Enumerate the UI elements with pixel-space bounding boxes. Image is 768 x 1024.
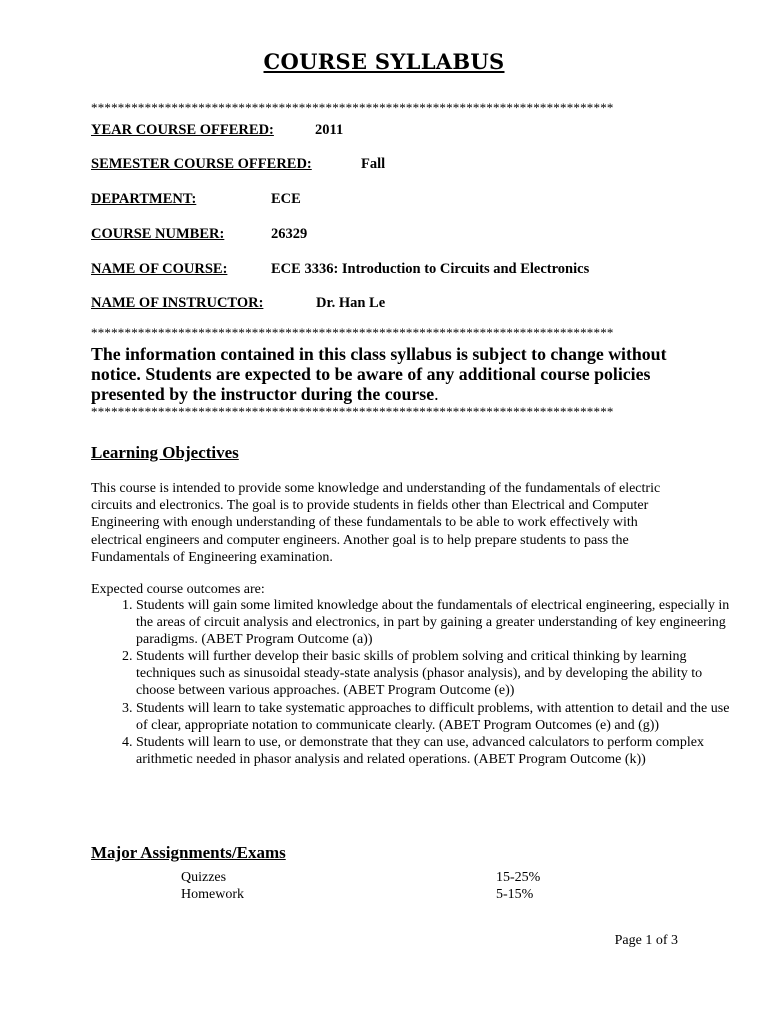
learning-objectives-heading: Learning Objectives (91, 443, 239, 462)
field-semester-value: Fall (361, 156, 386, 172)
field-label: NAME OF INSTRUCTOR: (91, 295, 264, 311)
list-item: 4. Students will learn to use, or demonstrate that they can use, advanced calculators to perform complex arithmetic needed in phasor analysis and related operations. (ABET Program Outcome (k)) (136, 734, 736, 768)
notice-period: . (434, 384, 439, 404)
separator-bottom: ****************************************************************************** (91, 405, 614, 419)
notice-text: The information contained in this class syllabus is subject to change without notice. Students are expected to be aware of any additional course policies presented by the instructor during the course (91, 344, 667, 404)
assignment-name-quizzes: Quizzes (181, 870, 227, 885)
outcomes-list (91, 597, 736, 768)
separator-top: ****************************************************************************** (91, 101, 614, 115)
field-year (91, 121, 274, 139)
field-department (91, 190, 196, 208)
field-instructor-value: Dr. Han Le (316, 295, 386, 311)
field-year-value: 2011 (315, 122, 344, 138)
field-label: SEMESTER COURSE OFFERED: (91, 156, 312, 172)
change-notice (91, 344, 701, 404)
learning-objectives-paragraph: This course is intended to provide some knowledge and understanding of the fundamentals of electric circuits and electronics. The goal is to provide students in fields other than Electrical and Computer Engineering with enough understanding of these fundamentals to be able to work effectively with electrical engineers and computer engineers. Another goal is to help prepare students to pass the Fundamentals of Engineering examination. (91, 481, 661, 565)
list-item: 2. Students will further develop their basic skills of problem solving and critical thinking by learning techniques such as sinusoidal steady-state analysis (phasor analysis), and by developing the ability to choose between various approaches. (ABET Program Outcome (e)) (136, 648, 736, 699)
field-label: NAME OF COURSE: (91, 261, 228, 277)
list-item: 3. Students will learn to take systematic approaches to difficult problems, with attention to detail and the use of clear, appropriate notation to communicate clearly. (ABET Program Outcomes (e) and (g)) (136, 700, 736, 734)
assignments-heading: Major Assignments/Exams (91, 843, 286, 862)
field-course-name (91, 260, 227, 278)
field-label: YEAR COURSE OFFERED: (91, 122, 274, 138)
field-department-value: ECE (271, 191, 301, 207)
field-semester (91, 155, 312, 173)
page-number: Page 1 of 3 (614, 933, 678, 948)
field-course-name-value: ECE 3336: Introduction to Circuits and Electronics (271, 261, 590, 277)
field-instructor (91, 294, 263, 312)
field-course-number (91, 225, 224, 243)
list-item: 1. Students will gain some limited knowledge about the fundamentals of electrical engineering, especially in the areas of circuit analysis and electronics, in part by gaining a greater understanding of key engineering paradigms. (ABET Program Outcome (a)) (136, 597, 736, 648)
field-label: COURSE NUMBER: (91, 226, 225, 242)
assignment-name-homework: Homework (181, 887, 244, 902)
assignment-weight-quizzes: 15-25% (496, 870, 541, 885)
assignment-weight-homework: 5-15% (496, 887, 534, 902)
field-course-number-value: 26329 (271, 226, 308, 242)
outcomes-intro: Expected course outcomes are: (91, 582, 265, 597)
page-title: COURSE SYLLABUS (263, 49, 505, 74)
separator-middle: ****************************************************************************** (91, 326, 614, 340)
field-label: DEPARTMENT: (91, 191, 197, 207)
